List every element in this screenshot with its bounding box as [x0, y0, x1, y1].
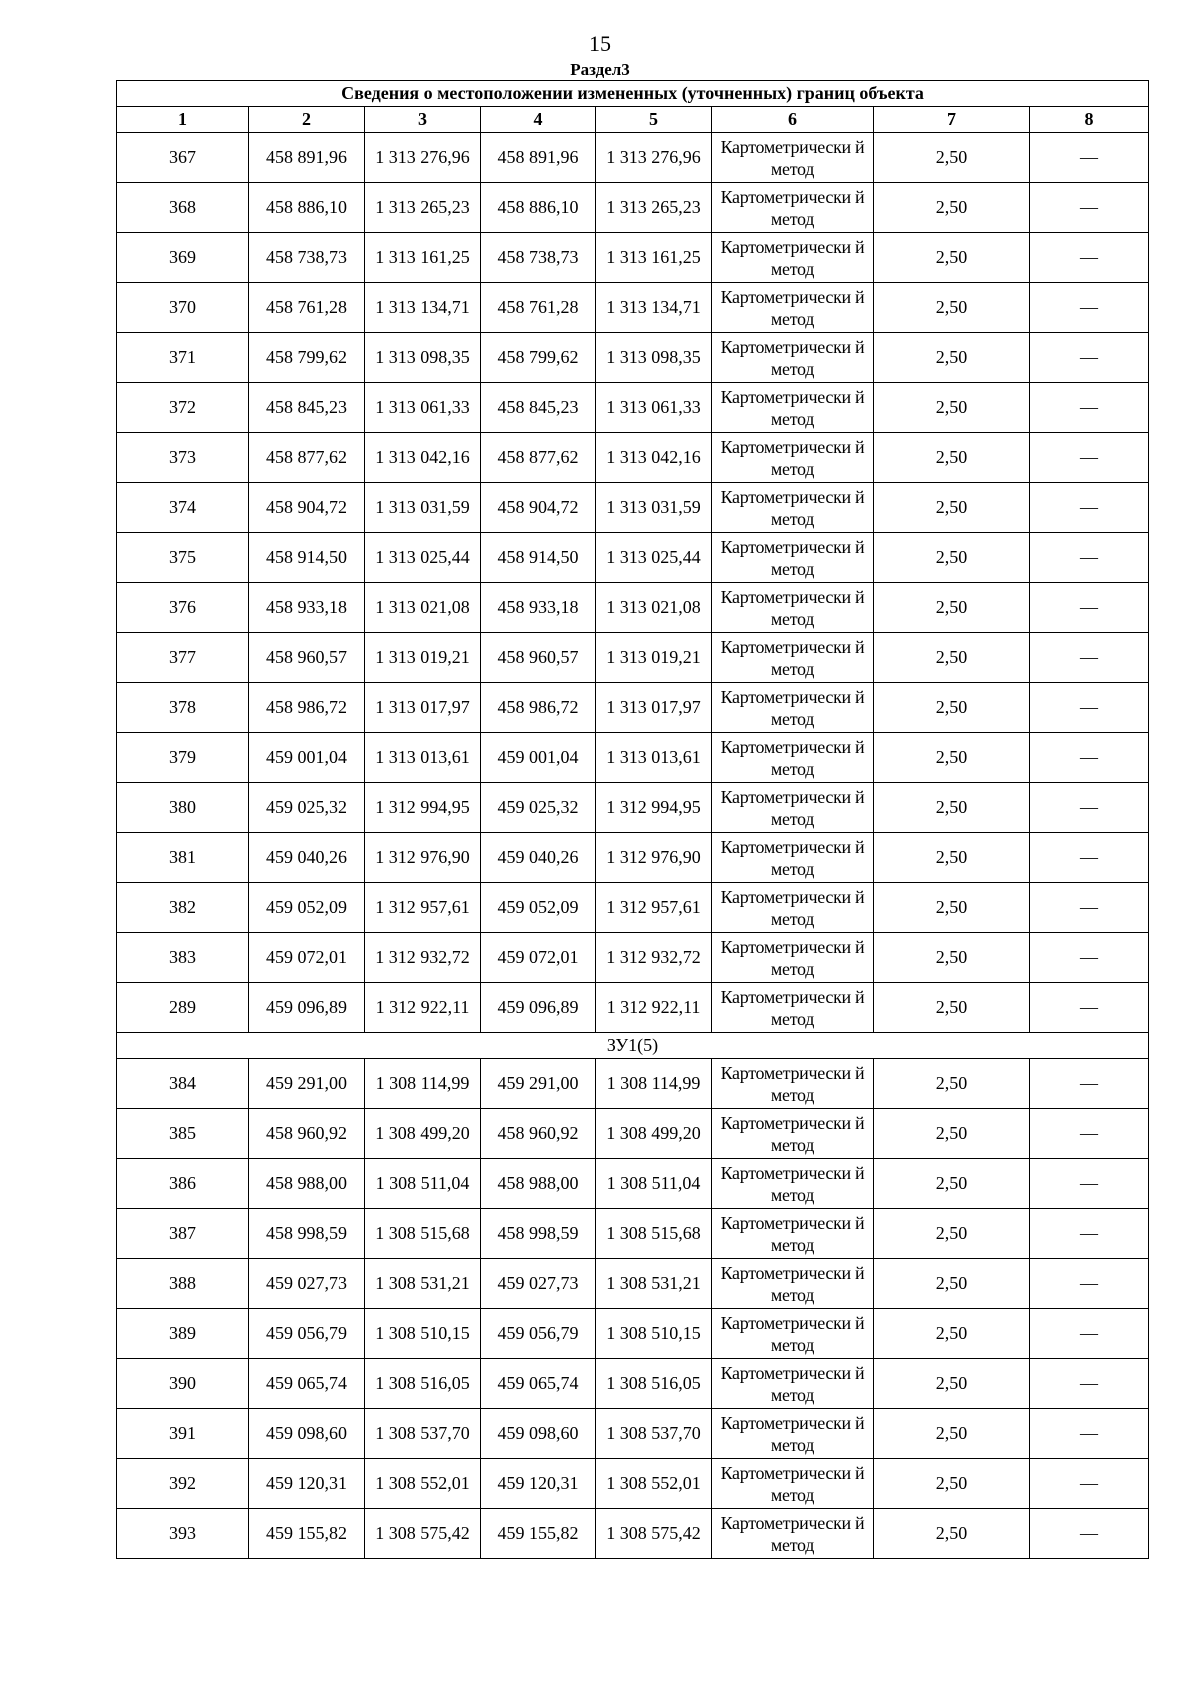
y-new-cell: 1 313 021,08 — [596, 583, 712, 633]
description-cell: — — [1030, 583, 1149, 633]
y-existing-cell: 1 308 531,21 — [365, 1259, 481, 1309]
method-cell: Картометрически й метод — [712, 1509, 874, 1559]
point-number-cell: 379 — [117, 733, 249, 783]
x-new-cell: 458 738,73 — [481, 233, 596, 283]
point-number-cell: 391 — [117, 1409, 249, 1459]
point-number-cell: 367 — [117, 133, 249, 183]
y-existing-cell: 1 308 114,99 — [365, 1059, 481, 1109]
description-cell: — — [1030, 483, 1149, 533]
column-header: 7 — [874, 107, 1030, 133]
method-cell: Картометрически й метод — [712, 933, 874, 983]
point-number-cell: 388 — [117, 1259, 249, 1309]
method-cell: Картометрически й метод — [712, 383, 874, 433]
accuracy-cell: 2,50 — [874, 133, 1030, 183]
y-new-cell: 1 313 276,96 — [596, 133, 712, 183]
y-new-cell: 1 312 994,95 — [596, 783, 712, 833]
description-cell: — — [1030, 233, 1149, 283]
y-new-cell: 1 313 019,21 — [596, 633, 712, 683]
y-new-cell: 1 313 098,35 — [596, 333, 712, 383]
accuracy-cell: 2,50 — [874, 1059, 1030, 1109]
x-existing-cell: 458 886,10 — [249, 183, 365, 233]
point-number-cell: 368 — [117, 183, 249, 233]
x-existing-cell: 458 904,72 — [249, 483, 365, 533]
table-row — [117, 1159, 1149, 1209]
point-number-cell: 376 — [117, 583, 249, 633]
accuracy-cell: 2,50 — [874, 1359, 1030, 1409]
y-new-cell: 1 312 957,61 — [596, 883, 712, 933]
x-new-cell: 458 986,72 — [481, 683, 596, 733]
accuracy-cell: 2,50 — [874, 1509, 1030, 1559]
x-existing-cell: 459 155,82 — [249, 1509, 365, 1559]
x-existing-cell: 458 738,73 — [249, 233, 365, 283]
x-existing-cell: 459 120,31 — [249, 1459, 365, 1509]
method-cell: Картометрически й метод — [712, 333, 874, 383]
table-row — [117, 333, 1149, 383]
description-cell: — — [1030, 983, 1149, 1033]
method-cell: Картометрически й метод — [712, 233, 874, 283]
accuracy-cell: 2,50 — [874, 1259, 1030, 1309]
accuracy-cell: 2,50 — [874, 1209, 1030, 1259]
y-existing-cell: 1 308 537,70 — [365, 1409, 481, 1459]
y-new-cell: 1 308 114,99 — [596, 1059, 712, 1109]
table-row — [117, 183, 1149, 233]
table-row — [117, 633, 1149, 683]
y-existing-cell: 1 308 510,15 — [365, 1309, 481, 1359]
table-row — [117, 583, 1149, 633]
method-cell: Картометрически й метод — [712, 683, 874, 733]
accuracy-cell: 2,50 — [874, 233, 1030, 283]
table-row — [117, 483, 1149, 533]
y-new-cell: 1 308 499,20 — [596, 1109, 712, 1159]
table-row — [117, 1059, 1149, 1109]
accuracy-cell: 2,50 — [874, 483, 1030, 533]
x-new-cell: 458 933,18 — [481, 583, 596, 633]
y-existing-cell: 1 312 922,11 — [365, 983, 481, 1033]
description-cell: — — [1030, 533, 1149, 583]
description-cell: — — [1030, 433, 1149, 483]
method-cell: Картометрически й метод — [712, 1409, 874, 1459]
table-row — [117, 1459, 1149, 1509]
point-number-cell: 385 — [117, 1109, 249, 1159]
y-existing-cell: 1 313 017,97 — [365, 683, 481, 733]
table-row — [117, 283, 1149, 333]
point-number-cell: 382 — [117, 883, 249, 933]
y-existing-cell: 1 308 499,20 — [365, 1109, 481, 1159]
accuracy-cell: 2,50 — [874, 1309, 1030, 1359]
point-number-cell: 384 — [117, 1059, 249, 1109]
description-cell: — — [1030, 1359, 1149, 1409]
coordinates-table — [116, 80, 1149, 1559]
point-number-cell: 374 — [117, 483, 249, 533]
column-header: 6 — [712, 107, 874, 133]
method-cell: Картометрически й метод — [712, 183, 874, 233]
page-number: 15 — [589, 31, 611, 56]
table-row — [117, 1109, 1149, 1159]
table-row — [117, 983, 1149, 1033]
x-existing-cell: 458 986,72 — [249, 683, 365, 733]
y-new-cell: 1 313 031,59 — [596, 483, 712, 533]
description-cell: — — [1030, 133, 1149, 183]
accuracy-cell: 2,50 — [874, 383, 1030, 433]
description-cell: — — [1030, 1459, 1149, 1509]
column-header: 3 — [365, 107, 481, 133]
x-existing-cell: 458 998,59 — [249, 1209, 365, 1259]
point-number-cell: 378 — [117, 683, 249, 733]
y-new-cell: 1 308 537,70 — [596, 1409, 712, 1459]
x-existing-cell: 459 001,04 — [249, 733, 365, 783]
table-row — [117, 933, 1149, 983]
method-cell: Картометрически й метод — [712, 633, 874, 683]
table-row — [117, 133, 1149, 183]
y-new-cell: 1 308 510,15 — [596, 1309, 712, 1359]
accuracy-cell: 2,50 — [874, 583, 1030, 633]
x-existing-cell: 458 933,18 — [249, 583, 365, 633]
x-new-cell: 459 056,79 — [481, 1309, 596, 1359]
y-existing-cell: 1 313 098,35 — [365, 333, 481, 383]
y-new-cell: 1 308 516,05 — [596, 1359, 712, 1409]
x-existing-cell: 459 040,26 — [249, 833, 365, 883]
method-cell: Картометрически й метод — [712, 1109, 874, 1159]
description-cell: — — [1030, 1059, 1149, 1109]
accuracy-cell: 2,50 — [874, 1159, 1030, 1209]
x-existing-cell: 459 065,74 — [249, 1359, 365, 1409]
point-number-cell: 392 — [117, 1459, 249, 1509]
method-cell: Картометрически й метод — [712, 1259, 874, 1309]
x-new-cell: 459 027,73 — [481, 1259, 596, 1309]
y-new-cell: 1 313 061,33 — [596, 383, 712, 433]
x-new-cell: 459 040,26 — [481, 833, 596, 883]
method-cell: Картометрически й метод — [712, 1209, 874, 1259]
y-existing-cell: 1 312 994,95 — [365, 783, 481, 833]
table-row — [117, 733, 1149, 783]
table-row — [117, 1409, 1149, 1459]
column-header: 4 — [481, 107, 596, 133]
point-number-cell: 393 — [117, 1509, 249, 1559]
method-cell: Картометрически й метод — [712, 283, 874, 333]
x-new-cell: 459 065,74 — [481, 1359, 596, 1409]
description-cell: — — [1030, 1109, 1149, 1159]
y-existing-cell: 1 308 516,05 — [365, 1359, 481, 1409]
method-cell: Картометрически й метод — [712, 883, 874, 933]
x-new-cell: 459 098,60 — [481, 1409, 596, 1459]
y-existing-cell: 1 313 013,61 — [365, 733, 481, 783]
method-cell: Картометрически й метод — [712, 983, 874, 1033]
accuracy-cell: 2,50 — [874, 933, 1030, 983]
point-number-cell: 389 — [117, 1309, 249, 1359]
description-cell: — — [1030, 1409, 1149, 1459]
table-body — [117, 133, 1149, 1559]
table-row — [117, 383, 1149, 433]
table-row — [117, 683, 1149, 733]
x-new-cell: 458 845,23 — [481, 383, 596, 433]
description-cell: — — [1030, 933, 1149, 983]
description-cell: — — [1030, 1309, 1149, 1359]
x-new-cell: 458 886,10 — [481, 183, 596, 233]
accuracy-cell: 2,50 — [874, 633, 1030, 683]
y-new-cell: 1 313 017,97 — [596, 683, 712, 733]
table-row — [117, 1359, 1149, 1409]
y-new-cell: 1 312 976,90 — [596, 833, 712, 883]
accuracy-cell: 2,50 — [874, 433, 1030, 483]
table-caption-row — [117, 81, 1149, 107]
y-new-cell: 1 313 025,44 — [596, 533, 712, 583]
column-header: 8 — [1030, 107, 1149, 133]
x-existing-cell: 459 096,89 — [249, 983, 365, 1033]
x-new-cell: 458 891,96 — [481, 133, 596, 183]
y-new-cell: 1 313 161,25 — [596, 233, 712, 283]
y-existing-cell: 1 308 511,04 — [365, 1159, 481, 1209]
description-cell: — — [1030, 1209, 1149, 1259]
description-cell: — — [1030, 1259, 1149, 1309]
x-new-cell: 459 072,01 — [481, 933, 596, 983]
method-cell: Картометрически й метод — [712, 583, 874, 633]
x-existing-cell: 458 799,62 — [249, 333, 365, 383]
x-new-cell: 458 988,00 — [481, 1159, 596, 1209]
x-existing-cell: 459 072,01 — [249, 933, 365, 983]
table-row — [117, 883, 1149, 933]
description-cell: — — [1030, 1159, 1149, 1209]
y-new-cell: 1 308 511,04 — [596, 1159, 712, 1209]
y-existing-cell: 1 313 019,21 — [365, 633, 481, 683]
point-number-cell: 369 — [117, 233, 249, 283]
x-new-cell: 459 025,32 — [481, 783, 596, 833]
point-number-cell: 381 — [117, 833, 249, 883]
x-new-cell: 459 155,82 — [481, 1509, 596, 1559]
accuracy-cell: 2,50 — [874, 683, 1030, 733]
x-new-cell: 458 761,28 — [481, 283, 596, 333]
x-new-cell: 458 960,57 — [481, 633, 596, 683]
method-cell: Картометрически й метод — [712, 133, 874, 183]
x-new-cell: 458 914,50 — [481, 533, 596, 583]
x-existing-cell: 459 056,79 — [249, 1309, 365, 1359]
method-cell: Картометрически й метод — [712, 733, 874, 783]
y-existing-cell: 1 312 932,72 — [365, 933, 481, 983]
y-new-cell: 1 312 922,11 — [596, 983, 712, 1033]
table-row — [117, 783, 1149, 833]
point-number-cell: 372 — [117, 383, 249, 433]
column-header: 1 — [117, 107, 249, 133]
accuracy-cell: 2,50 — [874, 883, 1030, 933]
zone-label-row — [117, 1033, 1149, 1059]
table-row — [117, 1259, 1149, 1309]
y-existing-cell: 1 313 134,71 — [365, 283, 481, 333]
x-new-cell: 458 960,92 — [481, 1109, 596, 1159]
point-number-cell: 373 — [117, 433, 249, 483]
point-number-cell: 289 — [117, 983, 249, 1033]
method-cell: Картометрически й метод — [712, 833, 874, 883]
y-existing-cell: 1 312 976,90 — [365, 833, 481, 883]
y-existing-cell: 1 308 552,01 — [365, 1459, 481, 1509]
accuracy-cell: 2,50 — [874, 333, 1030, 383]
method-cell: Картометрически й метод — [712, 1359, 874, 1409]
x-new-cell: 458 904,72 — [481, 483, 596, 533]
section-title: Раздел3 — [570, 60, 630, 79]
x-new-cell: 458 998,59 — [481, 1209, 596, 1259]
x-existing-cell: 458 845,23 — [249, 383, 365, 433]
y-new-cell: 1 312 932,72 — [596, 933, 712, 983]
y-existing-cell: 1 313 025,44 — [365, 533, 481, 583]
accuracy-cell: 2,50 — [874, 1459, 1030, 1509]
y-new-cell: 1 313 013,61 — [596, 733, 712, 783]
accuracy-cell: 2,50 — [874, 983, 1030, 1033]
y-existing-cell: 1 313 021,08 — [365, 583, 481, 633]
x-existing-cell: 459 025,32 — [249, 783, 365, 833]
description-cell: — — [1030, 783, 1149, 833]
point-number-cell: 377 — [117, 633, 249, 683]
description-cell: — — [1030, 283, 1149, 333]
method-cell: Картометрически й метод — [712, 1059, 874, 1109]
column-header: 5 — [596, 107, 712, 133]
description-cell: — — [1030, 733, 1149, 783]
accuracy-cell: 2,50 — [874, 1409, 1030, 1459]
description-cell: — — [1030, 633, 1149, 683]
x-existing-cell: 459 098,60 — [249, 1409, 365, 1459]
accuracy-cell: 2,50 — [874, 783, 1030, 833]
y-existing-cell: 1 308 515,68 — [365, 1209, 481, 1259]
zone-label: ЗУ1(5) — [117, 1033, 1149, 1059]
description-cell: — — [1030, 833, 1149, 883]
column-header: 2 — [249, 107, 365, 133]
y-new-cell: 1 308 515,68 — [596, 1209, 712, 1259]
table-row — [117, 1309, 1149, 1359]
x-existing-cell: 459 291,00 — [249, 1059, 365, 1109]
table-row — [117, 433, 1149, 483]
column-header-row — [117, 107, 1149, 133]
method-cell: Картометрически й метод — [712, 1459, 874, 1509]
x-existing-cell: 458 914,50 — [249, 533, 365, 583]
x-existing-cell: 458 960,57 — [249, 633, 365, 683]
table-caption: Сведения о местоположении измененных (уточненных) границ объекта — [117, 81, 1149, 107]
point-number-cell: 383 — [117, 933, 249, 983]
description-cell: — — [1030, 333, 1149, 383]
point-number-cell: 370 — [117, 283, 249, 333]
y-existing-cell: 1 313 042,16 — [365, 433, 481, 483]
y-new-cell: 1 308 552,01 — [596, 1459, 712, 1509]
table-row — [117, 1209, 1149, 1259]
y-new-cell: 1 313 042,16 — [596, 433, 712, 483]
table-row — [117, 833, 1149, 883]
accuracy-cell: 2,50 — [874, 533, 1030, 583]
method-cell: Картометрически й метод — [712, 783, 874, 833]
accuracy-cell: 2,50 — [874, 1109, 1030, 1159]
point-number-cell: 375 — [117, 533, 249, 583]
accuracy-cell: 2,50 — [874, 183, 1030, 233]
point-number-cell: 371 — [117, 333, 249, 383]
point-number-cell: 386 — [117, 1159, 249, 1209]
x-existing-cell: 458 877,62 — [249, 433, 365, 483]
x-existing-cell: 458 988,00 — [249, 1159, 365, 1209]
y-new-cell: 1 308 531,21 — [596, 1259, 712, 1309]
x-new-cell: 459 001,04 — [481, 733, 596, 783]
description-cell: — — [1030, 1509, 1149, 1559]
accuracy-cell: 2,50 — [874, 733, 1030, 783]
x-existing-cell: 458 891,96 — [249, 133, 365, 183]
method-cell: Картометрически й метод — [712, 1309, 874, 1359]
x-new-cell: 458 799,62 — [481, 333, 596, 383]
x-new-cell: 459 291,00 — [481, 1059, 596, 1109]
point-number-cell: 390 — [117, 1359, 249, 1409]
x-existing-cell: 459 052,09 — [249, 883, 365, 933]
y-existing-cell: 1 313 276,96 — [365, 133, 481, 183]
method-cell: Картометрически й метод — [712, 483, 874, 533]
accuracy-cell: 2,50 — [874, 283, 1030, 333]
description-cell: — — [1030, 183, 1149, 233]
y-existing-cell: 1 313 031,59 — [365, 483, 481, 533]
table-row — [117, 233, 1149, 283]
description-cell: — — [1030, 383, 1149, 433]
y-existing-cell: 1 308 575,42 — [365, 1509, 481, 1559]
y-existing-cell: 1 313 265,23 — [365, 183, 481, 233]
description-cell: — — [1030, 883, 1149, 933]
y-existing-cell: 1 313 161,25 — [365, 233, 481, 283]
x-existing-cell: 459 027,73 — [249, 1259, 365, 1309]
point-number-cell: 387 — [117, 1209, 249, 1259]
y-existing-cell: 1 313 061,33 — [365, 383, 481, 433]
x-new-cell: 458 877,62 — [481, 433, 596, 483]
method-cell: Картометрически й метод — [712, 433, 874, 483]
x-existing-cell: 458 761,28 — [249, 283, 365, 333]
x-new-cell: 459 096,89 — [481, 983, 596, 1033]
method-cell: Картометрически й метод — [712, 1159, 874, 1209]
x-existing-cell: 458 960,92 — [249, 1109, 365, 1159]
y-new-cell: 1 308 575,42 — [596, 1509, 712, 1559]
method-cell: Картометрически й метод — [712, 533, 874, 583]
x-new-cell: 459 052,09 — [481, 883, 596, 933]
accuracy-cell: 2,50 — [874, 833, 1030, 883]
y-existing-cell: 1 312 957,61 — [365, 883, 481, 933]
x-new-cell: 459 120,31 — [481, 1459, 596, 1509]
point-number-cell: 380 — [117, 783, 249, 833]
y-new-cell: 1 313 265,23 — [596, 183, 712, 233]
table-row — [117, 1509, 1149, 1559]
y-new-cell: 1 313 134,71 — [596, 283, 712, 333]
table-row — [117, 533, 1149, 583]
description-cell: — — [1030, 683, 1149, 733]
